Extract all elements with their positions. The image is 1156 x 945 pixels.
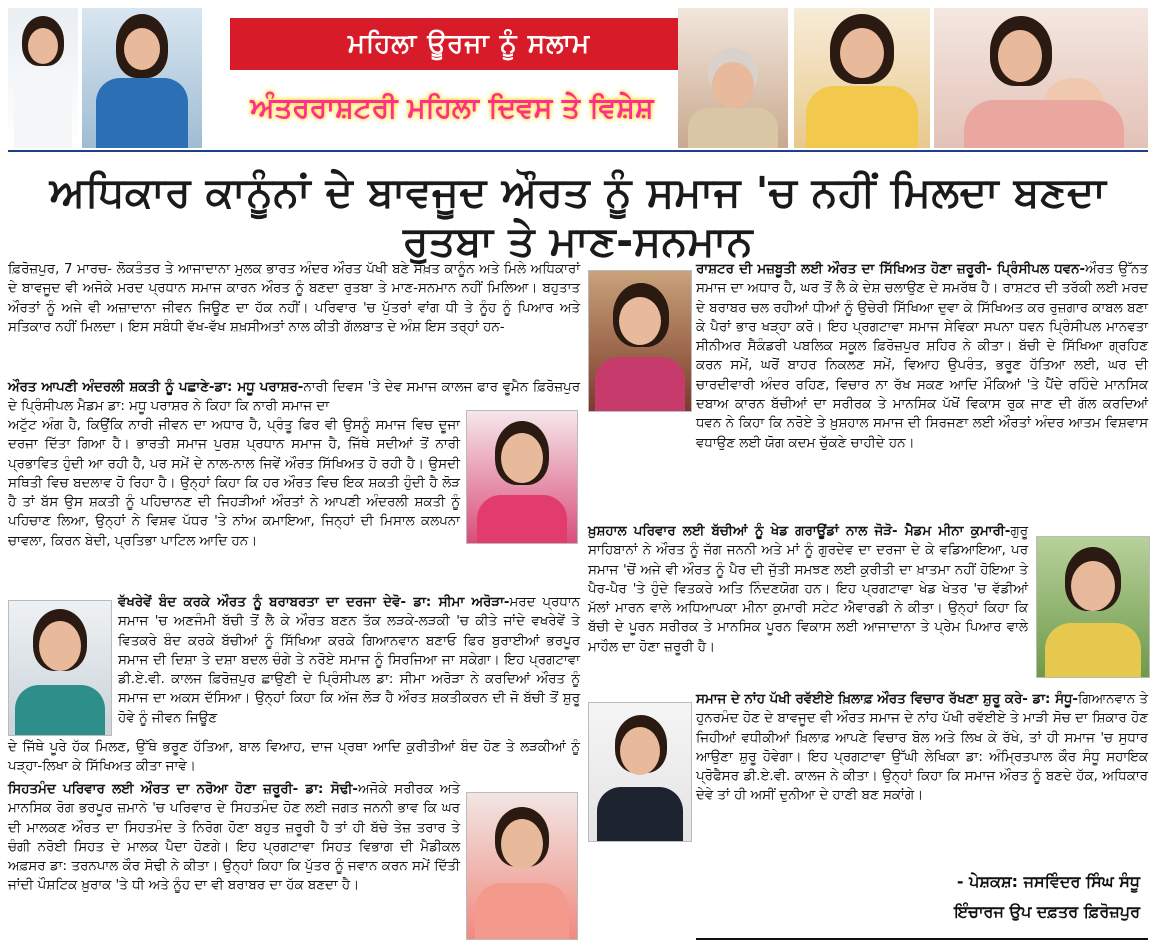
intro-paragraph: ਫ਼ਿਰੋਜ਼ਪੁਰ, 7 ਮਾਰਚ- ਲੋਕਤੰਤਰ ਤੇ ਆਜਾਦਾਨਾ ਮੁਲਕ ਭਾਰਤ ਅੰਦਰ ਔਰਤ ਪੱਖੀ ਬਣੇ ਸਖ਼ਤ ਕਾਨੂੰਨ ਅਤੇ ਮਿਲੇ ਅਧਿਕਾਰਾਂ ਦੇ ਬਾਵਜੂਦ ਵੀ ਅਜੋਕੇ ਮਰਦ ਪ੍ਰਧਾਨ ਸਮਾਜ ਕਾਰਨ ਔਰਤ ਨੂੰ ਬਣਦਾ ਰੁਤਬਾ ਤੇ ਮਾਣ-ਸਨਮਾਨ ਨਹੀਂ ਮਿਲਿਆ। ਬਹੁਤਾਤ ਔਰਤਾਂ ਨੂੰ ਅਜੇ ਵੀ ਅਜ਼ਾਦਾਨਾ ਜੀਵਨ ਜਿਊਣ ਦਾ ਹੱਕ ਨਹੀਂ। ਪਰਿਵਾਰ 'ਚ ਪੁੱਤਰਾਂ ਵਾਂਗ ਧੀ ਤੇ ਨੂੰਹ ਨੂੰ ਪਿਆਰ ਅਤੇ ਸਤਿਕਾਰ ਨਹੀਂ ਮਿਲਦਾ। ਇਸ ਸਬੰਧੀ ਵੱਖ-ਵੱਖ ਸ਼ਖ਼ਸੀਅਤਾਂ ਨਾਲ ਕੀਤੀ ਗੱਲਬਾਤ ਦੇ ਅੰਸ਼ ਇਸ ਤਰ੍ਹਾਂ ਹਨ- [8, 262, 580, 335]
meena-kumari-photo [1036, 536, 1150, 678]
section-text: ਅਜੋਕੇ ਸਰੀਰਕ ਅਤੇ ਮਾਨਸਿਕ ਰੋਗ ਭਰਪੂਰ ਜ਼ਮਾਨੇ 'ਚ ਪਰਿਵਾਰ ਦੇ ਸਿਹਤਮੰਦ ਹੋਣ ਲਈ ਜਗਤ ਜਨਨੀ ਭਾਵ ਕਿ ਘਰ ਦੀ ਮਾਲਕਣ ਔਰਤ ਦਾ ਸਿਹਤਮੰਦ ਤੇ ਨਿਰੋਗ ਹੋਣਾ ਬਹੁਤ ਜ਼ਰੂਰੀ ਹੈ ਤਾਂ ਹੀ ਬੱਚੇ ਤੇਜ਼ ਤਰਾਰ ਤੇ ਚੰਗੀ ਨਰੋਈ ਸਿਹਤ ਦੇ ਮਾਲਕ ਪੈਦਾ ਹੋਣਗੇ। ਇਹ ਪ੍ਰਗਟਾਵਾ ਸਿਹਤ ਵਿਭਾਗ ਦੀ ਮੈਡੀਕਲ ਅਫ਼ਸਰ ਡਾ: ਤਰਨਪਾਲ ਕੌਰ ਸੋਢੀ ਨੇ ਕੀਤਾ। ਉਨ੍ਹਾਂ ਕਿਹਾ ਕਿ ਪੁੱਤਰ ਨੂੰ ਜਵਾਨ ਕਰਨ ਸਮੇਂ ਦਿੱਤੀ ਜਾਂਦੀ ਪੌਸ਼ਟਿਕ ਖ਼ੁਰਾਕ 'ਤੇ ਧੀ ਅਤੇ ਨੂੰਹ ਦਾ ਵੀ ਬਰਾਬਰ ਦਾ ਹੱਕ ਬਣਦਾ ਹੈ। [8, 782, 460, 894]
section-text: ਨਾਰੀ ਦਿਵਸ 'ਤੇ ਦੇਵ ਸਮਾਜ ਕਾਲਜ ਫਾਰ ਵੂਮੈਨ ਫ਼ਿਰੋਜ਼ਪੁਰ ਦੇ ਪ੍ਰਿੰਸੀਪਲ ਮੈਡਮ ਡਾ: ਮਧੂ ਪਰਾਸ਼ਰ ਨੇ ਕਿਹਾ ਕਿ ਨਾਰੀ ਸਮਾਜ ਦਾ [8, 380, 580, 415]
top-divider [8, 150, 1148, 152]
section-text: ਮਰਦ ਪ੍ਰਧਾਨ ਸਮਾਜ 'ਚ ਅਣਜੰਮੀ ਬੱਚੀ ਤੋਂ ਲੈ ਕੇ ਔਰਤ ਬਣਨ ਤੱਕ ਲੜਕੇ-ਲੜਕੀ 'ਚ ਕੀਤੇ ਜਾਂਦੇ ਵਖਰੇਵੇਂ ਤੇ ਵਿਤਕਰੇ ਬੰਦ ਕਰਕੇ ਬੱਚੀਆਂ ਨੂੰ ਸਿੱਖਿਆ ਕਰਕੇ ਗਿਆਨਵਾਨ ਬਣਾਓ ਫਿਰ ਬੁਰਾਈਆਂ ਭਰਪੂਰ ਸਮਾਜ ਦੀ ਦਿਸ਼ਾ ਤੇ ਦਸ਼ਾ ਬਦਲ ਚੰਗੇ ਤੇ ਨਰੋਏ ਸਮਾਜ ਨੂੰ ਸਿਰਜਿਆ ਜਾ ਸਕੇਗਾ। ਇਹ ਪ੍ਰਗਟਾਵਾ ਡੀ.ਏ.ਵੀ. ਕਾਲਜ ਫ਼ਿਰੋਜ਼ਪੁਰ ਛਾਉਣੀ ਦੇ ਪ੍ਰਿੰਸੀਪਲ ਡਾ: ਸੀਮਾ ਅਰੋੜਾ ਨੇ ਕਰਦਿਆਂ ਔਰਤ ਨੂੰ ਸਮਾਜ ਦਾ ਅਕਸ ਦੱਸਿਆ। ਉਨ੍ਹਾਂ ਕਿਹਾ ਕਿ ਅੱਜ ਲੋੜ ਹੈ ਔਰਤ ਸ਼ਕਤੀਕਰਨ ਦੀ ਜੋ ਬੱਚੀ ਤੋਂ ਸ਼ੁਰੂ ਹੋਵੇ ਨੂੰ ਜੀਵਨ ਜਿਊਣ [118, 595, 580, 726]
mother-baby-photo [934, 8, 1148, 148]
bottom-divider [696, 938, 1148, 940]
section-heading: ਖ਼ੁਸ਼ਹਾਲ ਪਰਿਵਾਰ ਲਈ ਬੱਚੀਆਂ ਨੂੰ ਖੇਡ ਗਰਾਊਂਡਾਂ ਨਾਲ ਜੋੜੋ- ਮੈਡਮ ਮੀਨਾ ਕੁਮਾਰੀ- [588, 524, 1011, 539]
mother-child-photo [794, 8, 930, 148]
byline: - ਪੇਸ਼ਕਸ਼: ਜਸਵਿੰਦਰ ਸਿੰਘ ਸੰਧੂ [956, 872, 1140, 891]
masthead-banner [8, 8, 1148, 148]
seema-arora-photo [8, 600, 112, 736]
section-heading: ਵੱਖਰੇਵੇਂ ਬੰਦ ਕਰਕੇ ਔਰਤ ਨੂੰ ਬਰਾਬਰਤਾ ਦਾ ਦਰਜਾ ਦੇਵੋ- ਡਾ: ਸੀਮਾ ਅਰੋੜਾ- [118, 595, 510, 610]
section-text: ਔਰਤ ਉੱਨਤ ਸਮਾਜ ਦਾ ਅਧਾਰ ਹੈ, ਘਰ ਤੋਂ ਲੈ ਕੇ ਦੇਸ਼ ਚਲਾਉਣ ਦੇ ਸਮਰੱਥ ਹੈ। ਰਾਸ਼ਟਰ ਦੀ ਤਰੱਕੀ ਲਈ ਮਰਦ ਦੇ ਬਰਾਬਰ ਚਲ ਰਹੀਆਂ ਧੀਆਂ ਨੂੰ ਉਚੇਰੀ ਸਿੱਖਿਆ ਦੁਵਾ ਕੇ ਸਿੱਖਿਅਤ ਕਰ ਰੁਜ਼ਗਾਰ ਕਾਬਲ ਬਣਾ ਕੇ ਪੈਰਾਂ ਭਾਰ ਖੜ੍ਹਾ ਕਰੋ। ਇਹ ਪ੍ਰਗਟਾਵਾ ਸਮਾਜ ਸੇਵਿਕਾ ਸਪਨਾ ਧਵਨ ਪ੍ਰਿੰਸੀਪਲ ਮਾਨਵਤਾ ਸੀਨੀਅਰ ਸੈਕੰਡਰੀ ਪਬਲਿਕ ਸਕੂਲ ਫ਼ਿਰੋਜ਼ਪੁਰ ਸ਼ਹਿਰ ਨੇ ਕੀਤਾ। ਬੱਚੀ ਦੇ ਸਿੱਖਿਆ ਗ੍ਰਹਿਣ ਕਰਨ ਸਮੇਂ, ਘਰੋਂ ਬਾਹਰ ਨਿਕਲਣ ਸਮੇਂ, ਵਿਆਹ ਉਪਰੰਤ, ਭਰੂਣ ਹੱਤਿਆ ਲਈ, ਘਰ ਦੀ ਚਾਰਦੀਵਾਰੀ ਅੰਦਰ ਰਹਿਣ, ਵਿਚਾਰ ਨਾ ਰੱਖ ਸਕਣ ਆਦਿ ਮੌਕਿਆਂ 'ਤੇ ਪੈਂਦੇ ਰਹਿੰਦੇ ਮਾਨਸਿਕ ਦਬਾਅ ਕਾਰਨ ਬੱਚੀਆਂ ਦਾ ਸਰੀਰਕ ਤੇ ਮਾਨਸਿਕ ਪੱਖੋਂ ਵਿਕਾਸ ਰੁਕ ਜਾਣ ਦੀ ਗੱਲ ਕਰਦਿਆਂ ਧਵਨ ਨੇ ਕਿਹਾ ਕਿ ਨਰੋਏ ਤੇ ਖ਼ੁਸ਼ਹਾਲ ਸਮਾਜ ਦੀ ਸਿਰਜਣਾ ਲਈ ਔਰਤਾਂ ਅੰਦਰ ਆਤਮ ਵਿਸ਼ਵਾਸ ਵਧਾਉਣ ਲਈ ਯੋਗ ਕਦਮ ਚੁੱਕਣੇ ਚਾਹੀਦੇ ਹਨ। [696, 262, 1148, 451]
madhu-parashar-photo [466, 410, 578, 544]
section-seema-arora [118, 593, 580, 728]
banner-title: ਮਹਿਲਾ ਊਰਜਾ ਨੂੰ ਸਲਾਮ [230, 18, 708, 70]
section-text: ਗੁਰੂ ਸਾਹਿਬਾਨਾਂ ਨੇ ਔਰਤ ਨੂੰ ਜੱਗ ਜਨਨੀ ਅਤੇ ਮਾਂ ਨੂੰ ਗੁਰਦੇਵ ਦਾ ਦਰਜਾ ਦੇ ਕੇ ਵਡਿਆਇਆ, ਪਰ ਸਮਾਜ 'ਚੋਂ ਅਜੇ ਵੀ ਔਰਤ ਨੂੰ ਪੈਰ ਦੀ ਜੁੱਤੀ ਸਮਝਣ ਲਈ ਕੁਰੀਤੀ ਦਾ ਖ਼ਾਤਮਾ ਨਹੀਂ ਹੋਇਆ ਤੇ ਪੈਰ-ਪੈਰ 'ਤੇ ਹੁੰਦੇ ਵਿਤਕਰੇ ਅਤਿ ਨਿੰਦਣਯੋਗ ਹਨ। ਇਹ ਪ੍ਰਗਟਾਵਾ ਖੇਡ ਖੇਤਰ 'ਚ ਵੱਡੀਆਂ ਮੱਲਾਂ ਮਾਰਨ ਵਾਲੇ ਅਧਿਆਪਕਾ ਮੀਨਾ ਕੁਮਾਰੀ ਸਟੇਟ ਐਵਾਰਡੀ ਨੇ ਕੀਤਾ। ਉਨ੍ਹਾਂ ਕਿਹਾ ਕਿ ਬੱਚੀ ਦੇ ਪੂਰਨ ਸਰੀਰਕ ਤੇ ਮਾਨਸਿਕ ਪੂਰਨ ਵਿਕਾਸ ਲਈ ਆਜਾਦਾਨਾ ਤੇ ਪ੍ਰੇਮ ਪਿਆਰ ਵਾਲੇ ਮਾਹੌਲ ਦਾ ਹੋਣਾ ਜ਼ਰੂਰੀ ਹੈ। [588, 524, 1028, 655]
banner-subtitle: ਅੰਤਰਰਾਸ਼ਟਰੀ ਮਹਿਲਾ ਦਿਵਸ ਤੇ ਵਿਸ਼ੇਸ਼ [250, 91, 654, 124]
section-heading: ਸਿਹਤਮੰਦ ਪਰਿਵਾਰ ਲਈ ਔਰਤ ਦਾ ਨਰੋਆ ਹੋਣਾ ਜ਼ਰੂਰੀ- ਡਾ: ਸੋਢੀ- [8, 782, 358, 797]
section-text: ਗਿਆਨਵਾਨ ਤੇ ਹੁਨਰਮੰਦ ਹੋਣ ਦੇ ਬਾਵਜੂਦ ਵੀ ਔਰਤ ਸਮਾਜ ਦੇ ਨਾਂਹ ਪੱਖੀ ਰਵੱਈਏ ਤੇ ਮਾੜੀ ਸੋਚ ਦਾ ਸ਼ਿਕਾਰ ਹੋਣ ਜਿਹੀਆਂ ਵਧੀਕੀਆਂ ਖ਼ਿਲਾਫ਼ ਆਪਣੇ ਵਿਚਾਰ ਬੋਲ ਅਤੇ ਲਿਖ ਕੇ ਰੱਖੇ, ਤਾਂ ਹੀ ਸਮਾਜ 'ਚ ਸੁਧਾਰ ਆਉਣਾ ਸ਼ੁਰੂ ਹੋਵੇਗਾ। ਇਹ ਪ੍ਰਗਟਾਵਾ ਉੱਘੀ ਲੇਖਿਕਾ ਡਾ: ਅੰਮ੍ਰਿਤਪਾਲ ਕੌਰ ਸੰਧੂ ਸਹਾਇਕ ਪ੍ਰੋਫੈਸਰ ਡੀ.ਏ.ਵੀ. ਕਾਲਜ ਨੇ ਕੀਤਾ। ਉਨ੍ਹਾਂ ਕਿਹਾ ਕਿ ਸਮਾਜ ਔਰਤ ਨੂੰ ਬਣਦੇ ਹੱਕ, ਅਧਿਕਾਰ ਦੇਵੇ ਤਾਂ ਹੀ ਅਸੀਂ ਦੁਨੀਆ ਦੇ ਹਾਣੀ ਬਣ ਸਕਾਂਗੇ। [696, 692, 1148, 804]
section-sodhi [8, 780, 460, 896]
teacher-photo [82, 8, 202, 148]
sandhu-photo [588, 702, 692, 842]
section-seema-arora-body: ਦੇ ਜਿੱਥੇ ਪੂਰੇ ਹੱਕ ਮਿਲਣ, ਉੱਥੇ ਭਰੂਣ ਹੱਤਿਆ, ਬਾਲ ਵਿਆਹ, ਦਾਜ ਪ੍ਰਥਾ ਆਦਿ ਕੁਰੀਤੀਆਂ ਬੰਦ ਹੋਣ ਤੇ ਲੜਕੀਆਂ ਨੂੰ ਪੜ੍ਹਾ-ਲਿਖਾ ਕੇ ਸਿੱਖਿਅਤ ਕੀਤਾ ਜਾਵੇ। [8, 740, 580, 775]
page-headline: ਅਧਿਕਾਰ ਕਾਨੂੰਨਾਂ ਦੇ ਬਾਵਜੂਦ ਔਰਤ ਨੂੰ ਸਮਾਜ 'ਚ ਨਹੀਂ ਮਿਲਦਾ ਬਣਦਾ ਰੁਤਬਾ ਤੇ ਮਾਣ-ਸਨਮਾਨ [49, 168, 1107, 265]
byline-office: ਇੰਚਾਰਜ ਉਪ ਦਫ਼ਤਰ ਫ਼ਿਰੋਜ਼ਪੁਰ [954, 902, 1140, 921]
section-dhawan [696, 260, 1148, 453]
elderly-woman-photo [678, 8, 788, 148]
doctor-photo [8, 8, 78, 148]
section-heading: ਔਰਤ ਆਪਣੀ ਅੰਦਰਲੀ ਸ਼ਕਤੀ ਨੂੰ ਪਛਾਣੇ-ਡਾ: ਮਧੂ ਪਰਾਸ਼ਰ- [8, 380, 304, 395]
section-sandhu [696, 690, 1148, 806]
dhawan-photo [588, 270, 692, 412]
section-heading: ਸਮਾਜ ਦੇ ਨਾਂਹ ਪੱਖੀ ਰਵੱਈਏ ਖ਼ਿਲਾਫ਼ ਔਰਤ ਵਿਚਾਰ ਰੱਖਣਾ ਸ਼ੁਰੂ ਕਰੇ- ਡਾ: ਸੰਧੂ- [696, 692, 1078, 707]
sodhi-photo [466, 792, 578, 940]
section-heading: ਰਾਸ਼ਟਰ ਦੀ ਮਜ਼ਬੂਤੀ ਲਈ ਔਰਤ ਦਾ ਸਿੱਖਿਅਤ ਹੋਣਾ ਜ਼ਰੂਰੀ- ਪ੍ਰਿੰਸੀਪਲ ਧਵਨ- [696, 262, 1086, 277]
section-madhu-parashar-body: ਅਟੁੱਟ ਅੰਗ ਹੈ, ਕਿਉਂਕਿ ਨਾਰੀ ਜੀਵਨ ਦਾ ਅਧਾਰ ਹੈ, ਪ੍ਰੰਤੂ ਫਿਰ ਵੀ ਉਸਨੂੰ ਸਮਾਜ ਵਿਚ ਦੂਜਾ ਦਰਜਾ ਦਿੱਤਾ ਗਿਆ ਹੈ। ਭਾਰਤੀ ਸਮਾਜ ਪੁਰਸ਼ ਪ੍ਰਧਾਨ ਸਮਾਜ ਹੈ, ਜਿੱਥੇ ਸਦੀਆਂ ਤੋਂ ਨਾਰੀ ਪ੍ਰਭਾਵਿਤ ਹੁੰਦੀ ਆ ਰਹੀ ਹੈ, ਪਰ ਸਮੇਂ ਦੇ ਨਾਲ-ਨਾਲ ਜਿਵੇਂ ਔਰਤ ਸਿੱਖਿਅਤ ਹੋ ਰਹੀ ਹੈ। ਉਸਦੀ ਸਥਿਤੀ ਵਿਚ ਬਦਲਾਵ ਹੋ ਰਿਹਾ ਹੈ। ਉਨ੍ਹਾਂ ਕਿਹਾ ਕਿ ਹਰ ਔਰਤ ਵਿਚ ਇਕ ਸ਼ਕਤੀ ਹੁੰਦੀ ਹੈ ਲੋੜ ਹੈ ਤਾਂ ਬੱਸ ਉਸ ਸ਼ਕਤੀ ਨੂੰ ਪਹਿਚਾਨਣ ਦੀ ਜਿਹੜੀਆਂ ਔਰਤਾਂ ਨੇ ਆਪਣੀ ਅੰਦਰਲੀ ਸ਼ਕਤੀ ਨੂੰ ਪਹਿਚਾਣ ਲਿਆ, ਉਨ੍ਹਾਂ ਨੇ ਵਿਸ਼ਵ ਪੱਧਰ 'ਤੇ ਨਾਂਅ ਕਮਾਇਆ, ਜਿਨ੍ਹਾਂ ਦੀ ਮਿਸਾਲ ਕਲਪਨਾ ਚਾਵਲਾ, ਕਿਰਨ ਬੇਦੀ, ਪ੍ਰਤਿਭਾ ਪਾਟਿਲ ਆਦਿ ਹਨ। [8, 418, 460, 549]
section-meena-kumari [588, 522, 1028, 657]
